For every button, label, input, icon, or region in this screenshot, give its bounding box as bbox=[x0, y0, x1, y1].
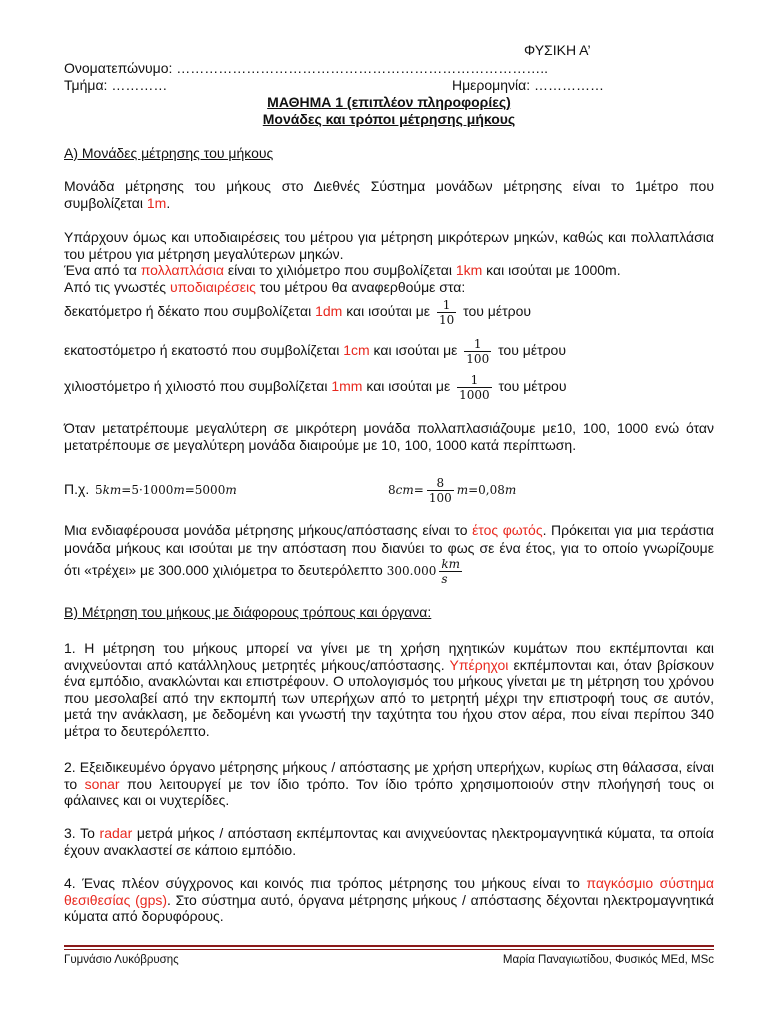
footer-author: Μαρία Παναγιωτίδου, Φυσικός MEd, MSc bbox=[502, 954, 714, 966]
paragraph-subdivisions: Υπάρχουν όμως και υποδιαιρέσεις του μέτρου για μέτρηση μικρότερων μηκών, καθώς και πολλαπλάσια του μέτρου για μέτρηση μεγαλύτερων μηκών. bbox=[64, 229, 714, 262]
footer-school: Γυμνάσιο Λυκόβρυσης bbox=[64, 954, 179, 966]
fraction-1-100: $\frac{1}{100}$ bbox=[466, 336, 490, 366]
unit-row-cm: εκατοστόμετρο ή εκατοστό που συμβολίζεται 1cm και ισούται με $\frac{1}{100}$ του μέτρου bbox=[64, 336, 567, 366]
fraction-km-per-s: $\frac{km}{s}$ bbox=[441, 557, 460, 586]
name-field-label: Ονοματεπώνυμο: …………………………………………………………………….. bbox=[64, 60, 549, 76]
footer-rule bbox=[64, 945, 714, 947]
paragraph-known-subdivisions: Από τις γνωστές υποδιαιρέσεις του μέτρου θα αναφερθούμε στα: bbox=[64, 279, 466, 295]
unit-row-dm: δεκατόμετρο ή δέκατο που συμβολίζεται 1dm και ισούται με $\frac{1}{10}$ του μέτρου bbox=[64, 297, 532, 327]
lesson-title: ΜΑΘΗΜΑ 1 (επιπλέον πληροφορίες) bbox=[267, 94, 511, 110]
unit-symbol-m: 1m bbox=[146, 194, 167, 211]
fraction-1-10: $\frac{1}{10}$ bbox=[438, 297, 455, 327]
example-cm-conversion: 8cm= $\frac{8}{100}$ m=0,08m bbox=[388, 475, 517, 505]
lesson-subtitle: Μονάδες και τρόποι μέτρησης μήκους bbox=[262, 111, 516, 127]
paragraph-si-unit: Μονάδα μέτρησης του μήκους στο Διεθνές Σύστημα μονάδων μέτρησης είναι το 1μέτρο που συμβολίζεται 1m. bbox=[64, 178, 714, 211]
class-field-label: Τμήμα: ………… bbox=[64, 77, 168, 93]
term-ultrasound: Υπέρηχοι bbox=[449, 656, 509, 673]
method-sonar: 2. Εξειδικευμένο όργανο μέτρησης μήκους / απόστασης με χρήση υπερήχων, κυρίως στη θάλασσα, είναι το sonar που λειτουργεί με τον ίδιο τρόπο. Τον ίδιο τρόπο χρησιμοποιούν στην πλοήγησή τους οι φάλαινες και οι νυχτερίδες. bbox=[64, 759, 714, 808]
section-a-heading: Α) Μονάδες μέτρησης του μήκους bbox=[64, 145, 274, 161]
method-ultrasound: 1. Η μέτρηση του μήκους μπορεί να γίνει με τη χρήση ηχητικών κυμάτων που εκπέμπονται και ανιχνεύονται από κατάλληλους μετρητές μήκους/απόστασης. Υπέρηχοι εκπέμπονται και, όταν βρίσκουν ένα εμπόδιο, ανακλώνται και επιστρέφουν. Ο υπολογισμός του μήκους γίνεται με τη μέτρηση του χρόνου που μεσολαβεί από την εκπομπή των υπερήχων από το μετρητή μέχρι την επιστροφή τους σε αυτόν, μετά την ανάκλαση, με δεδομένη και γνωστή την ταχύτητα του ήχου στον αέρα, που είναι περίπου 340 μέτρα το δευτερόλεπτο. bbox=[64, 640, 715, 739]
paragraph-light-year: Μια ενδιαφέρουσα μονάδα μέτρησης μήκους/απόστασης είναι το έτος φωτός. Πρόκειται για μια τεράστια μονάδα μήκους και ισούται με την απόσταση που διανύει το φως σε ένα έτος, για το οποίο γνωρίζουμε ότι «τρέχει» με 300.000 χιλιόμετρα το δευτερόλεπτο 300.000 $\frac{km}{s}$ bbox=[64, 522, 714, 586]
paragraph-conversion-rule: Όταν μετατρέπουμε μεγαλύτερη σε μικρότερη μονάδα πολλαπλασιάζουμε με10, 100, 1000 ενώ όταν μετατρέπουμε σε μεγαλύτερη μονάδα διαιρούμε με 10, 100, 1000 κατά περίπτωση. bbox=[64, 420, 714, 453]
term-light-year: έτος φωτός bbox=[472, 522, 543, 538]
term-sonar: sonar bbox=[84, 775, 120, 792]
method-radar: 3. Το radar μετρά μήκος / απόσταση εκπέμποντας και ανιχνεύοντας ηλεκτρομαγνητικά κύματα, τα οποία έχουν ανακλαστεί σε κάποιο εμπόδιο. bbox=[64, 825, 714, 858]
section-b-heading: Β) Μέτρηση του μήκους με διάφορους τρόπους και όργανα: bbox=[64, 604, 432, 620]
fraction-1-1000: $\frac{1}{1000}$ bbox=[459, 372, 490, 402]
paragraph-multiples: Ένα από τα πολλαπλάσια είναι το χιλιόμετρο που συμβολίζεται 1km και ισούται με 1000m. bbox=[64, 262, 621, 278]
example-label: Π.χ. bbox=[64, 481, 90, 497]
example-km-conversion: 5km=5·1000m=5000m bbox=[95, 483, 237, 497]
subject-label: ΦΥΣΙΚΗ Α’ bbox=[524, 42, 591, 58]
method-gps: 4. Ένας πλέον σύγχρονος και κοινός πια τρόπος μέτρησης του μήκους είναι το παγκόσμιο σύστημα θεσιθεσίας (gps). Στο σύστημα αυτό, όργανα μέτρησης μήκους / απόστασης δέχονται ηλεκτρομαγνητικά κύματα από δορυφόρους. bbox=[64, 875, 715, 924]
fraction-8-100: $\frac{8}{100}$ bbox=[428, 475, 452, 505]
unit-row-mm: χιλιοστόμετρο ή χιλιοστό που συμβολίζεται 1mm και ισούται με $\frac{1}{1000}$ του μέτρου bbox=[64, 372, 567, 402]
date-field-label: Ημερομηνία: …………… bbox=[452, 77, 605, 93]
term-radar: radar bbox=[99, 825, 133, 841]
term-gps: παγκόσμιο σύστημα θεσιθεσίας (gps) bbox=[64, 875, 715, 908]
footer-rule-thin bbox=[64, 949, 714, 950]
